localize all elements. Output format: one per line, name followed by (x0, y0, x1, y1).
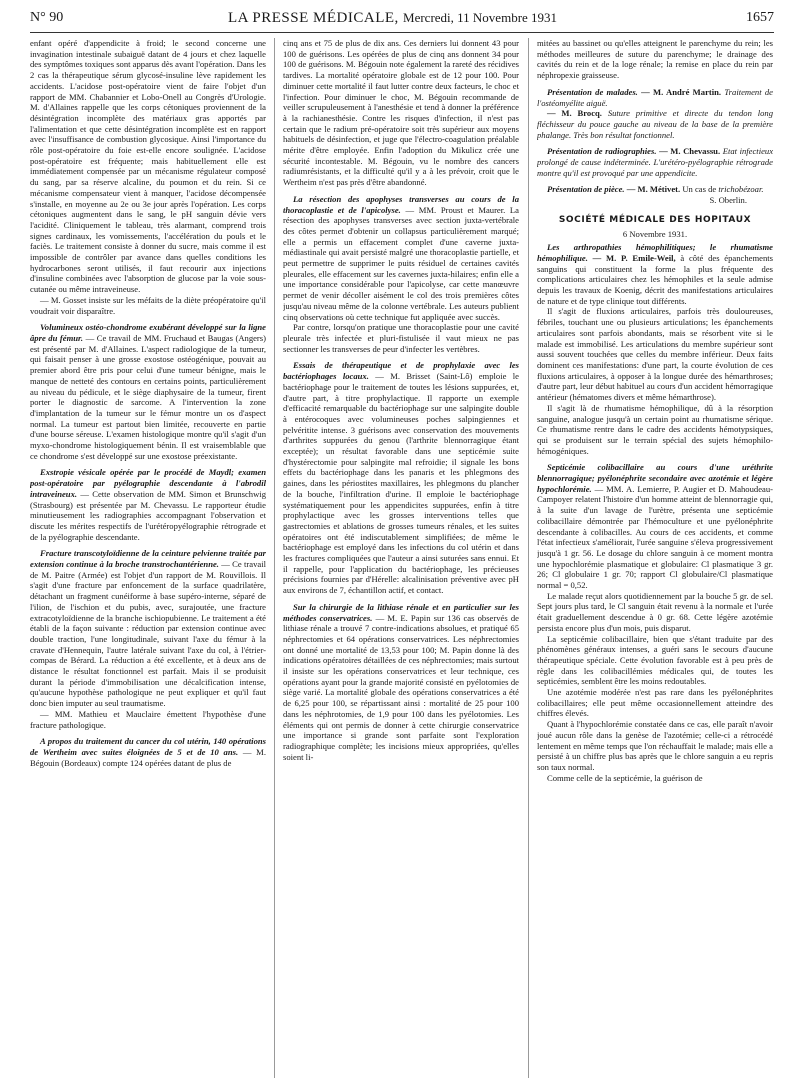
paragraph: Il s'agit là de rhumatisme hémophilique, dû à la résorption sanguine, analogue jusqu'à un certain point au rhumatisme sérique. Ce rhumatisme rentre dans le cadre des accidents hémotypsiques, qui se produisent sur le terrain spécial des sujets hémophilo-hémogéniques. (537, 402, 773, 456)
article (30, 322, 266, 461)
presentation-author: — M. André Martin. (641, 86, 722, 97)
presentation (537, 184, 773, 195)
presentation-author: — M. Chevassu. (659, 146, 721, 157)
article-title: Septicémie colibacillaire au cours d'une uréthrite blennorragique; pyélonéphrite secondaire avec azotémie et légère hypochlorémie. (537, 462, 773, 494)
column-3 (537, 38, 773, 1078)
presentation-title: Présentation de malades. (547, 86, 638, 97)
paragraph: Comme celle de la septicémie, la guérison de (547, 772, 703, 783)
paragraph: La septicémie colibacillaire, bien que s'étant traduite par des phénomènes généraux intenses, a guéri sans le secours d'aucune thérapeutique spéciale. Cette évolution favorable est à peu près de règle dans les colibacillémies médicales qui, de toutes les septicémies, semblent être les moins redoutables. (537, 633, 773, 687)
article-body: — Cette observation de MM. Simon et Brunschwig (Strasbourg) est présentée par M. Chevassu. Le rapporteur étudie minutieusement les radiographies accompagnant l'observation et discute les mérites respectifs de l'urétéropyélographie rétrograde et de la pyélographie descendante. (30, 488, 266, 542)
article-body: — Ce travail de MM. Fruchaud et Baugas (Angers) est présenté par M. d'Allaines. L'aspect radiologique de la tumeur, qui faisait penser à une grosse exostose ostéogénique, pouvait au premier abord être pris pour celui d'une tumeur bénigne, mais le manque de netteté des contours en certains points, particulièrement au niveau du pédicule, et le siège diaphysaire de la tumeur, firent porter le diagnostic de sarcome. A l'intervention la zone d'implantation de la tumeur sur le fémur montre un os d'aspect normal. La tumeur est partout bien limitée, recouverte en partie d'une bourse séreuse. L'examen histologique montre qu'il s'agit d'un myxo-chondrome histologiquement bénin. Il est vraisemblable que ce chondrome s'est développé sur une exostose préexistante. (30, 332, 266, 461)
article-body: — MM. A. Lemierre, P. Augier et D. Mahoudeau-Campoyer relatent l'histoire d'un homme atteint de blennorragie qui, à la suite d'un lavage de l'urètre, présenta une septicémie colibacillaire démontrée par l'hémoculture et une pyélonéphrite descendante à colibacilles. Au cours de ces accidents, et comme l'état infectieux s'améliorait, l'urée sanguine s'éleva progressivement jusqu'à 1 gr. 56. Le dosage du chlore sanguin à ce moment montra une hypochlorémie plasmatique et globulaire: Cl plasmatique 3 gr. 26; Cl globulaire 1 gr. 70; rapport Cl globulaire/Cl plasmatique normal = 0,52. (537, 483, 773, 591)
article-body: — MM. Proust et Maurer. La résection des apophyses transverses avec section juxta-vertébrale des côtes permet d'obtenir un collapsus particulièrement marqué; elle a permis un effacement complet d'une caverne juxta-médiastinale qui avait persisté malgré une thoracoplastie partielle, et peut permettre de supprimer le puits résiduel de certaines cavités pleurales, elle effacement sur les cavernes juxta-hilaires; enfin elle a une importance considérable pour l'apicolyse, car cette manœuvre permet de venir décoller aisément le col des trois premières côtes jusqu'au niveau même de la colonne vertébrale. Les auteurs publient cinq observations où cette technique fut appliquée avec succès. (283, 204, 519, 322)
paragraph: Une azotémie modérée n'est pas rare dans les pyélonéphrites colibacillaires; elle peut même occasionnellement atteindre des chiffres élevés. (537, 687, 773, 719)
paragraph: cinq ans et 75 de plus de dix ans. Ces derniers lui donnent 43 pour 100 de guérisons. Les opérées de plus de cinq ans donnent 34 pour 100 de guérisons. M. Bégouin note également la rareté des récidives tardives. La mortalité opératoire globale est de 12 pour 100. Pour diminuer cette mortalité il faut lutter contre deux facteurs, le choc et l'infection. Pour diminuer le choc, M. Bégouin recommande de veiller scrupuleusement à l'anesthésie et tend à donner la préférence à la rachianesthésie. Contre les risques d'infection, il n'est pas certain que le radium pré-opératoire soit très supérieur aux moyens habituels de désinfection, et juge que l'électro-coagulation préalable mérite d'être employée. Enfin l'adoption du Mikulicz crée une sécurité incontestable. M. Bégouin, vu le nombre des cancers radiumrésistants, et la difficulté qu'il y a à les prévoir, croit que le Wertheim n'est pas près d'être abandonné. (283, 38, 519, 188)
presentation-body: Etat infectieux prolongé de cause indéterminée. L'urétéro-pyélographie rétrograde montre qu'il est provoqué par une appendicite. (537, 146, 773, 178)
journal-title (228, 10, 557, 27)
presentation-title: Présentation de pièce. (547, 184, 625, 195)
presentation-author: — M. Métivet. (626, 184, 681, 195)
article-body: — M. Bégouin (Bordeaux) compte 124 opérées datant de plus de (30, 747, 266, 768)
article-title: Essais de thérapeutique et de prophylaxie avec les bactériophages locaux. (283, 360, 519, 382)
article-body: — Ce travail de M. Paitre (Armée) est l'objet d'un rapport de M. Rouvillois. Il s'agit d'une fracture par enfoncement de la surface quadrilatère, détachant un fragment cunéiforme à base supéro-interne, séparé de l'ilion, de l'ischion et du pubis, avec, surajoutée, une fracture extracotyloïdienne de la branche ischiopubienne. Le traitement a été établi de la façon suivante : réduction par extension continue avec double traction, l'une longitudinale, suivant l'axe du fémur à la cravate d'Hennequin, l'autre latérale suivant l'axe du col, à l'étrier-compas de Bérard. La réduction a été excellente, et à deux ans de distance le résultat fonctionnel est parfait. Mais il se produisit durant la période d'immobilisation une décalcification intense, qu'aucune hypothèse pathologique ne peut expliquer et qu'il faut donc bien imputer au seul traumatisme. (30, 559, 266, 709)
paragraph: Par contre, lorsqu'on pratique une thoracoplastie pour une cavité pleurale très infectée et pluri-fistulisée il vaut mieux ne pas sectionner les transverses de peur d'infecter les vertèbres. (283, 322, 519, 354)
article-body: à côté des épanchements sanguins qui constituent la forme la plus fréquente des complications articulaires chez les hémophiles et la seule admise depuis les travaux de Koenig, décrit des manifestations articulaires de nature et de type clinique tout différents. (537, 252, 773, 306)
article-title: Les arthropathies hémophilitiques; le rhumatisme hémophilique. (537, 242, 773, 263)
column-divider (274, 38, 275, 1078)
paragraph: Il s'agit de fluxions articulaires, parfois très douloureuses, fébriles, touchant une ou plusieurs articulations; les épanchements articulaires sont parfois abondants, mais se résorbent vite si le malade est immobilisé. Les articulations du membre supérieur sont aussi souvent touchées que celles du membre inférieur. Deux faits dominent ces manifestations: d'une part, la courte évolution de ces fluxions articulaires, à opposer à la longue durée des hémarthroses; d'autre part, leur début habituel au cours d'un accident hémorragique antérieur (hématomes divers et même hémarthrose). (537, 306, 773, 403)
presentation (537, 108, 773, 140)
article-author: — M. P. Emile-Weil, (592, 252, 676, 263)
article (537, 462, 773, 590)
session-date: 6 Novembre 1931. (622, 228, 688, 239)
issue-date: Mercredi, 11 Novembre 1931 (403, 10, 558, 25)
article-title: Volumineux ostéo-chondrome exubérant développé sur la ligne âpre du fémur. (30, 322, 266, 343)
article-title: A propos du traitement du cancer du col utérin, 140 opérations de Wertheim avec suites éloignées de 5 et de 10 ans. (30, 736, 266, 757)
presentation-author: — M. Brocq. (547, 108, 602, 119)
page-header (30, 10, 774, 32)
presentation (537, 87, 773, 108)
paragraph: Le malade reçut alors quotidiennement par la bouche 5 gr. de sel. Sept jours plus tard, le Cl sanguin était revenu à la normale et l'urée était graduellement descendue à 0 gr. 68. Cette légère azotémie persista encore plus d'un mois, puis disparut. (537, 590, 773, 633)
header-rule (30, 32, 774, 33)
column-1 (30, 38, 266, 1078)
article (537, 242, 773, 306)
column-2 (283, 38, 519, 1078)
paragraph: Quant à l'hypochlorémie constatée dans ce cas, elle paraît n'avoir joué aucun rôle dans la genèse de l'azotémie; celle-ci a rétrocédé lentement en même temps que l'on réchauffait le malade; mais elle a persisté à un chiffre plus bas après que le chlore sanguin a eu repris son taux normal. (537, 719, 773, 772)
presentation-body: Traitement de l'ostéomyélite aiguë. (537, 86, 773, 108)
paragraph: — MM. Mathieu et Mauclaire émettent l'hypothèse d'une fracture pathologique. (30, 708, 266, 730)
paragraph: — M. Gosset insiste sur les méfaits de la diète préopératoire qu'il voudrait voir disparaître. (30, 294, 266, 316)
paragraph: mitées au bassinet ou qu'elles atteignent le parenchyme du rein; les méthodes meilleures de suture du parenchyme; le drainage des cavités du rein et de la loge rénale; la remise en place du rein par néphropexie graisseuse. (537, 38, 773, 81)
presentation (537, 146, 773, 178)
presentation-body: trichobézoar. (718, 184, 764, 195)
signature: S. Oberlin. (709, 195, 747, 206)
page-number: 1657 (746, 10, 774, 25)
presentation-title: Présentation de radiographies. (547, 146, 657, 157)
society-title: SOCIÉTÉ MÉDICALE DES HOPITAUX (558, 214, 752, 225)
article-title: Exstropie vésicale opérée par le procédé de Maydl; examen post-opératoire par pyélographie descendante à l'abrodil intraveineux. (30, 467, 266, 499)
article (283, 194, 519, 322)
article (30, 548, 266, 709)
article (283, 360, 519, 595)
article (30, 736, 266, 768)
journal-name: LA PRESSE MÉDICALE, (228, 10, 399, 26)
article-title: Sur la chirurgie de la lithiase rénale et en particulier sur les méthodes conservatrices. (283, 601, 519, 623)
presentation-tail: Un cas de (682, 184, 717, 195)
article (283, 602, 519, 763)
presentation-body: Suture primitive et directe du tendon long fléchisseur du pouce gauche au niveau de la base de la première phalange. Très bon résultat fonctionnel. (537, 108, 773, 140)
article-title: Fracture transcotyloïdienne de la ceinture pelvienne traitée par extension continue à la broche transtrochantérienne. (30, 548, 266, 570)
article (30, 467, 266, 542)
paragraph: enfant opéré d'appendicite à froid; le second concerne une invagination intestinale subaiguë datant de 4 jours et chez laquelle des symptômes toxiques sont apparus dès avant l'opération. Dans les 2 cas la thérapeutique sérum glycosé-insuline lève rapidement les accidents. L'acidose post-opératoire vient de faire l'objet d'un rapport de MM. Chabannier et Lobo-Onell au Congrès d'Urologie. M. d'Allaines rappelle que les corps cétoniques proviennent de la désintégration incomplète des matériaux gras apportés par l'alimentation et que cette désintégration incomplète est en rapport avec l'insuffisance de combustion glycosique. Ainsi l'importance du rôle post-opératoire du foie est-elle encore soulignée. L'acidose post-opératoire est fréquente; mais habituellement elle est immédiatement compensée par un mécanisme régulateur composé du sang, par sa réserve alcaline, du poumon et du rein. Si ce mécanisme compensateur vient à manquer, l'acidose décompensée s'installe, en moyenne au 2e ou 3e jour après l'opération. Les corps cétoniques augmentent dans le sang, le pH sanguin dévie vers l'acidité. Cliniquement le tableau, très alarmant, comprend trois signes cardinaux, les vomissements, l'accélération du pouls et le faciès. Le traitement consiste à donner du sucre, mais comme il est impossible de contrôler par avance dans quelles conditions les hydrocarbones seront utilisés, il faut recourir aux injections d'insuline combinées avec l'absorption de glucose par la voie sous-cutanée ou même intraveineuse. (30, 38, 266, 295)
article-body: — M. Brisset (Saint-Lô) emploie le bactériophage pour le traitement de toutes les lésions suppurées, et, d'autre part, à titre prophylactique. Il rapporte un exemple d'efficacité remarquable du bactériophage sur une salpingite double à entérocoques avec volumineuses poches salpingiennes et pelvéritite intense. 3 guérisons avec conservation des mouvements d'arthrites suppurées du genou (l'arthrite blennorragique étant exceptée); un résultat favorable dans une septicémie suite d'hystérectomie pour salpingite mal refroidie; il signale les bons effets du bactériophage dans les panaris et les phlegmons des gaines, dans les périostites maxillaires, les phlegmons du plancher de la bouche, l'infiltration d'urine. Il emploie le bactériophage systématiquement pour les appendicites suppurées, enfin à titre prophylactique avec les grosses interventions telles que gastrectomies et ablations de grosses tumeurs rénales, et les suites opératoires ont été indiscutablement simplifiées; de même le bactériophage est employé dans les infections du col utérin et dans les fractures compliquées que l'auteur a ainsi suturées sans ennui. Et il rappelle, pour l'application du bactériophage, les précieuses précisions fournies par d'Hérelle: alcalinisation préventive avec pH aux environs de 7, échantillon actif, et contact. (283, 371, 519, 596)
issue-number: N° 90 (30, 10, 64, 25)
article-body: — M. E. Papin sur 136 cas observés de lithiase rénale a trouvé 7 contre-indications absolues, et pratiqué 65 néphrectomies et 64 opérations conservatrices. Les néphrectomies ont donné une mortalité de 13,53 pour 100; M. Papin donne là des indications opératoires détaillées de ces néphrectomies; mais surtout il insiste sur les opérations conservatrices et leur technique, ces opérations ayant pour la grande majorité consisté en pyélotomies de siège varié. La mortalité globale des opérations conservatrices a été de 6,25 pour 100, se répartissant ainsi : mortalité de 25 pour 100 dans les néphrotomies, de 1,9 pour 100 dans les pyélotomies. Les éléments qui ont permis de donner à cette chirurgie conservatrice une importance si grande sont parfaite sont l'exploration radiographique complète; les incisions mieux appropriées, qu'elles soient li- (283, 612, 519, 762)
column-divider (528, 38, 529, 1078)
article-title: La résection des apophyses transverses au cours de la thoracoplastie et de l'apicolyse. (283, 193, 519, 215)
